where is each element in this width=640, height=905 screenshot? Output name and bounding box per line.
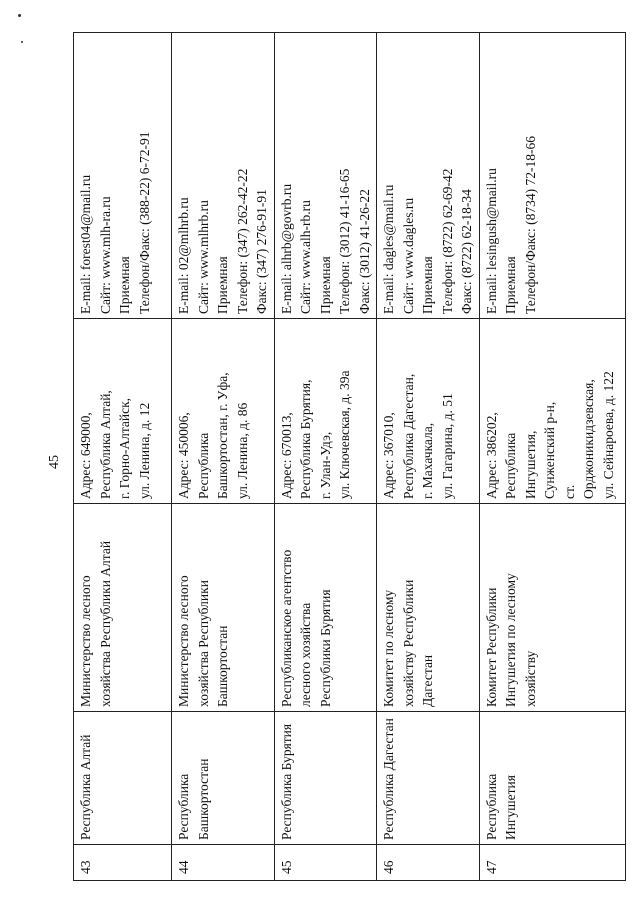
row-number-cell: 46 xyxy=(377,845,480,881)
address-cell xyxy=(74,319,172,504)
cell-line: Комитет по лесному xyxy=(381,589,396,707)
region-cell xyxy=(377,712,480,845)
cell-line: ст. xyxy=(561,484,577,499)
table-row xyxy=(479,33,625,881)
cell-line: г. Горно-Алтайск, xyxy=(117,397,132,499)
cell-line: Комитет Республики xyxy=(483,587,499,707)
cell-line: Башкортостан, г. Уфа, xyxy=(215,372,230,499)
cell-line: Республика Дагестан, xyxy=(400,373,416,499)
scan-speck xyxy=(21,41,23,43)
cell-line: Приемная xyxy=(117,256,132,314)
cell-line: Сайт: www.mlhrb.ru xyxy=(195,200,211,314)
cell-line: Адрес: 670013, xyxy=(278,412,294,499)
row-number-cell: 47 xyxy=(479,845,625,881)
contacts-cell xyxy=(479,33,625,319)
cell-line: Факс: (3012) 41-26-22 xyxy=(356,189,372,314)
row-number-cell: 43 xyxy=(74,845,172,881)
agency-cell xyxy=(479,504,625,712)
cell-line: Республика Алтай xyxy=(78,734,93,840)
region-cell xyxy=(479,712,625,845)
table-body xyxy=(74,33,626,881)
cell-line: Министерство лесного xyxy=(78,575,93,707)
agency-cell xyxy=(74,504,172,712)
cell-line: Адрес: 450006, xyxy=(176,412,191,499)
cell-line: Телефон/Факс: (388-22) 6-72-91 xyxy=(136,131,152,314)
cell-line: Приемная xyxy=(215,256,230,314)
region-cell xyxy=(172,712,275,845)
cell-line: Телефон/Факс: (8734) 72-18-66 xyxy=(522,136,538,314)
cell-line: Факс: (347) 276-91-91 xyxy=(254,189,269,314)
cell-line: Республики Бурятия xyxy=(317,589,333,707)
agency-cell xyxy=(274,504,377,712)
contacts-cell xyxy=(172,33,275,319)
cell-line: Сунженский р-н, xyxy=(542,401,557,499)
region-cell xyxy=(74,712,172,845)
scan-speck xyxy=(18,14,21,17)
contacts-cell xyxy=(377,33,480,319)
cell-line: Министерство лесного xyxy=(176,575,191,707)
cell-line: хозяйства Республики Алтай xyxy=(97,540,113,707)
forestry-agencies-table xyxy=(73,32,626,881)
cell-line: ул. Ключевская, д. 39а xyxy=(337,370,352,499)
cell-line: Факс: (8722) 62-18-34 xyxy=(459,189,474,314)
cell-line: хозяйству Республики xyxy=(400,579,416,707)
cell-line: Республика Бурятия, xyxy=(298,379,313,499)
row-number-cell: 45 xyxy=(274,845,377,881)
contacts-cell xyxy=(74,33,172,319)
cell-line: ул. Ленина, д. 12 xyxy=(136,402,152,499)
cell-line: Республика Алтай, xyxy=(97,390,113,499)
cell-line: ул. Ленина, д. 86 xyxy=(234,402,250,499)
cell-line: ул. Гагарина, д. 51 xyxy=(439,393,455,499)
cell-line: Адрес: 386202, xyxy=(483,412,499,499)
cell-line: Телефон: (347) 262-42-22 xyxy=(234,168,250,314)
cell-line: Республика Бурятия xyxy=(278,723,294,840)
table-row xyxy=(74,33,172,881)
cell-line: E-mail: dagles@mail.ru xyxy=(381,184,396,314)
address-cell xyxy=(479,319,625,504)
cell-line: Орджоникидзевская, xyxy=(581,379,596,499)
cell-line: Адрес: 649000, xyxy=(78,412,93,499)
address-cell xyxy=(172,319,275,504)
agency-cell xyxy=(377,504,480,712)
address-cell xyxy=(377,319,480,504)
cell-line: Республика xyxy=(195,432,211,499)
cell-line: Приемная xyxy=(503,256,518,314)
contacts-cell xyxy=(274,33,377,319)
table-row xyxy=(172,33,275,881)
cell-line: Сайт: www.mlh-ra.ru xyxy=(97,196,113,314)
cell-line: Башкортостан xyxy=(215,625,230,707)
cell-line: E-mail: 02@mlhrb.ru xyxy=(176,197,191,314)
cell-line: хозяйству xyxy=(522,650,538,707)
cell-line: Республика xyxy=(503,432,518,499)
cell-line: Адрес: 367010, xyxy=(381,412,396,499)
table-row xyxy=(377,33,480,881)
rotated-table-container xyxy=(73,33,616,881)
page-number: 45 xyxy=(47,455,62,469)
cell-line: ул. Сейнароева, д. 122 xyxy=(600,371,616,499)
cell-line: Телефон: (3012) 41-16-65 xyxy=(337,168,352,314)
region-cell xyxy=(274,712,377,845)
cell-line: Дагестан xyxy=(420,654,435,707)
cell-line: Республика xyxy=(483,773,499,840)
cell-line: Сайт: www.alh-rb.ru xyxy=(298,200,313,314)
cell-line: хозяйства Республики xyxy=(195,580,211,707)
cell-line: Ингушетия, xyxy=(522,430,538,499)
cell-line: Башкортостан xyxy=(195,758,211,840)
cell-line: E-mail: forest04@mail.ru xyxy=(78,174,93,314)
cell-line: E-mail: alhrb@govrb.ru xyxy=(278,183,294,314)
cell-line: Республика Дагестан xyxy=(381,718,396,840)
cell-line: лесного хозяйства xyxy=(298,602,313,707)
cell-line: Республиканское агентство xyxy=(278,549,294,707)
cell-line: Сайт: www.dagles.ru xyxy=(400,197,416,314)
cell-line: г. Махачкала, xyxy=(420,422,435,499)
row-number-cell: 44 xyxy=(172,845,275,881)
cell-line: Республика xyxy=(176,773,191,840)
cell-line: Приемная xyxy=(420,256,435,314)
cell-line: Приемная xyxy=(317,256,333,314)
agency-cell xyxy=(172,504,275,712)
cell-line: E-mail: lesingush@mail.ru xyxy=(483,168,499,314)
cell-line: г. Улан-Удэ, xyxy=(317,431,333,499)
cell-line: Телефон: (8722) 62-69-42 xyxy=(439,168,455,314)
address-cell xyxy=(274,319,377,504)
cell-line: Ингушетия xyxy=(503,775,518,840)
cell-line: Ингушетия по лесному xyxy=(503,573,518,707)
table-row xyxy=(274,33,377,881)
